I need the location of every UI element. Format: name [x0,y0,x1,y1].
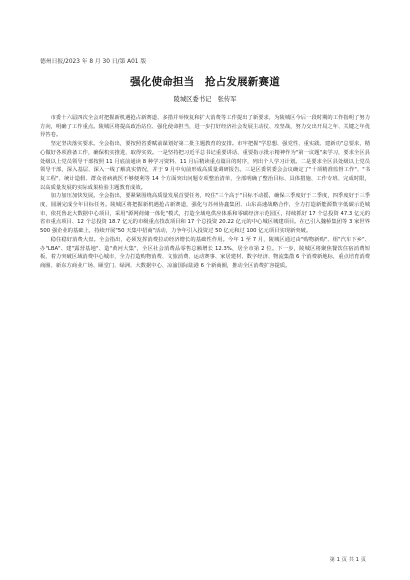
article-paragraph: 稳住稳好消费大盘。全会指出，必须发挥消费拉动经济增长的基础性作用。今年 1 至 7 月，陵城区通过由"购物新购"、组"汽车下乡"、办"LBA"、建"露营基地"、造"黄河大集"，全区社会消费品零售总额增长 12.3%，居全市第 2 位。下一步，陵城区将聚焦餐饮住宿消费短板，着力突破区域消费中心城市，全力打造购物消费、文旅消费、运动赛事、家居建材、数字经济、物流集散 6 个消费新地标，重点培育消费商圈、新东方商业广场、颐堂门、绿洲、大数据中心、凉渝国际陆港 6 个新商圈，推动全区消费扩容提质。 [40,236,370,269]
article-paragraph: 坚定坚决落实要求。全会指出，要按照省委赋前谋划好第二批主题教育的安排。市牢把握"学思想、强党性、重实践、建新功"总要求，精心做好各项准备工作，确保机实推进，取得实效。一是坚持把习近平总书记重要讲话、重要指示批示精神作为"第一议题"来学习，要求全区县处级以上党员领导干部按照 11 月底前通读 8 种学习资料、11 月后精读重点篇目的时序，列出个人学习计划。二是要求全区县处级以上党员领导干部，深入基层、深入一线了解真实情况，并于 9 月中旬前形成高质量调研报告。三是区委常委会会议确定了"十项精准监督工作"、"书复工程"、统计造假、群众者病就医不够便利等 14 个方面突出问题专项整治清单，全部明确了整治目标、具体措施、工作专班、完成时限，以高质量发展的实际成果检验主题教育成效。 [40,141,370,191]
newspaper-source-line: 德州日报/2023 年 8 月 30 日/第 A01 版 [40,59,147,65]
article-title: 强化使命担当 抢占发展新赛道 [130,76,280,88]
article-byline: 陵城区委书记 张传军 [173,96,237,103]
page-footer: 第 1 页 共 1 页 [329,557,366,563]
article-paragraph: 加力加压加快发展。全会指出，要紧紧围绕高质量发展首要任务，咬住"三个高于"目标不动摇，确保三季度好于二季度，四季度好于三季度，圆满完成全年目标任务。陵城区将把握新机遇抢占新赛道，强化与苏州协鑫集团、山东高速战略合作，全力打造新能源数字低碳示范城市，依托鲁北大数据中心项目，采用"源网荷储一体化"模式，打造全域电供应体系和零碳经济示范园区，持续抓好 17 个总投资 47.3 亿元的省市重点项目、12 个总投资 18.7 亿元的市级重点技改项目和 17 个总投资 20.22 亿元的中心城区城建项目。在已引入魏桥集团等 3 家世界 500 强企业的基础上，持续开展"50 天集中招商"活动，力争年引入投资过 50 亿元和过 100 亿元项目实现新突破。 [40,193,370,235]
article-paragraph: 市委十六届四次全会对把握新机遇抢占新赛道、多措并举恢复和扩大消费等工作提出了新要求，为陵城区今后一段时期的工作指明了努力方向，明确了工作重点。陵城区将提高政治站位、强化使命担当，进一步打好经济社会发展主动仗、攻坚战，努力交出开局之年、关键之年优异答卷。 [40,115,370,139]
article-body [40,114,370,271]
